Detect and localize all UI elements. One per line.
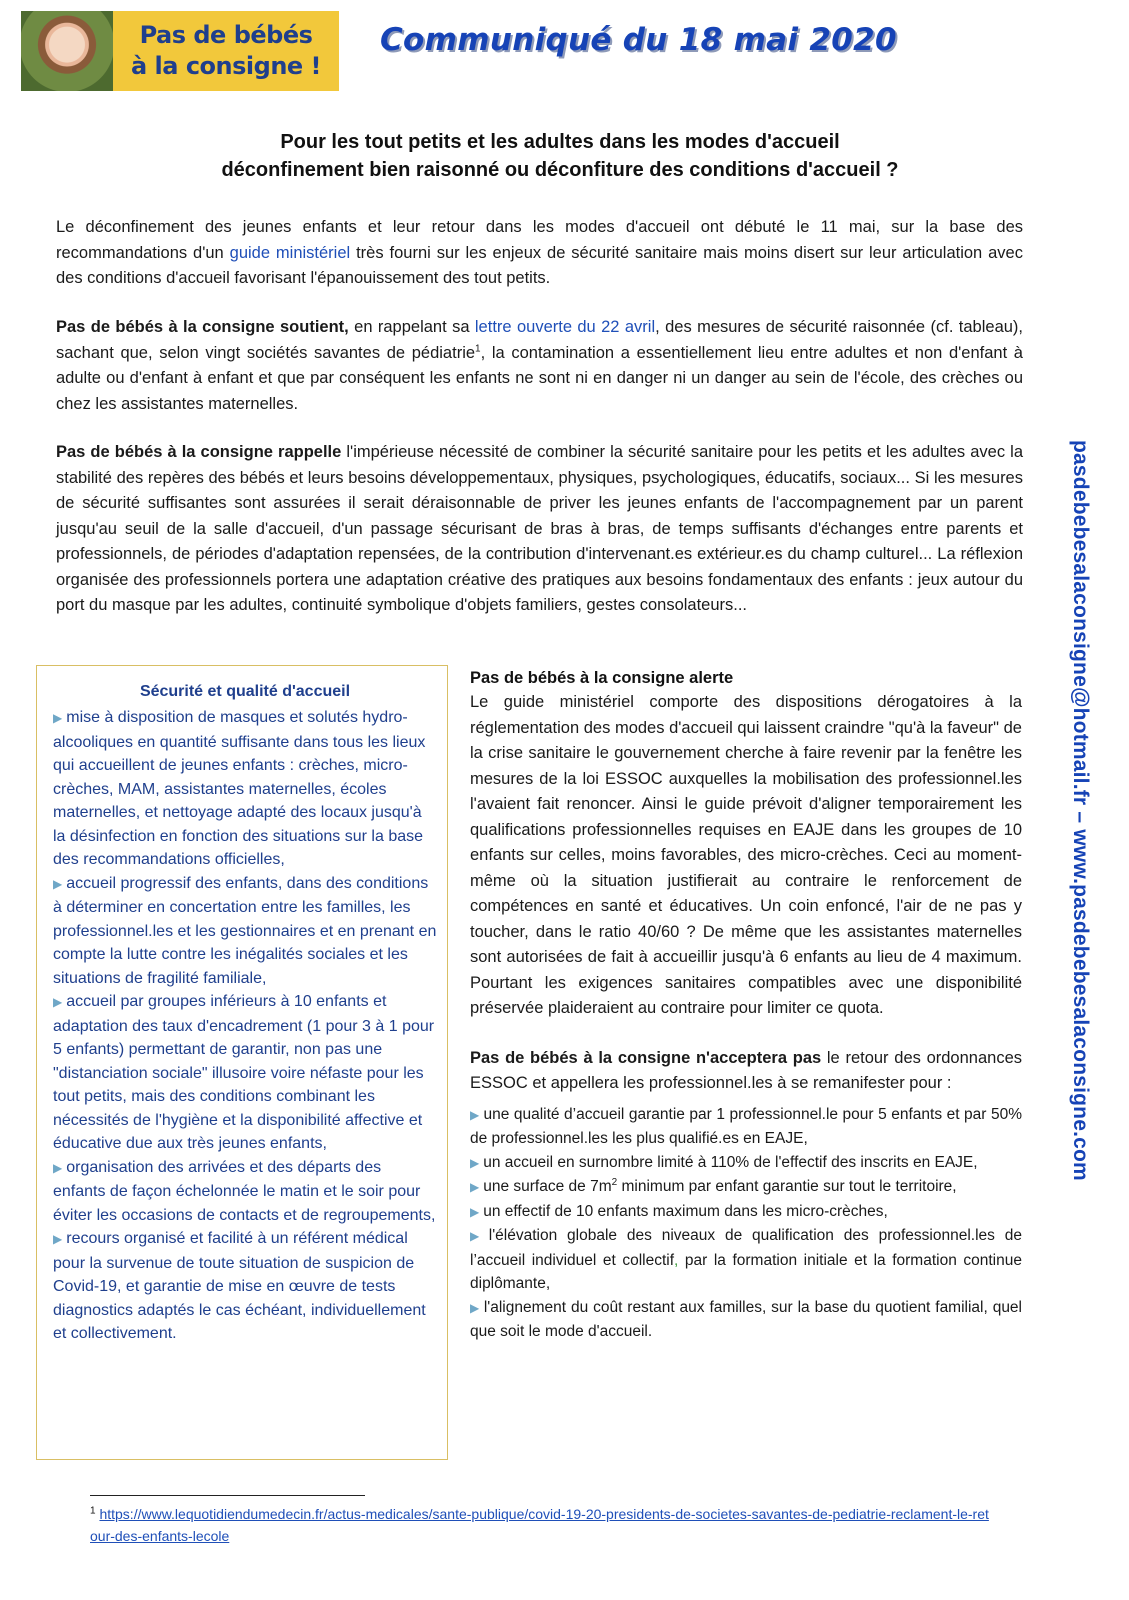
logo-text bbox=[113, 20, 339, 82]
support-text-b: , des mesures de sécurité raisonnée (cf. tableau), sachant que, selon vingt sociétés savantes de pédiatrie bbox=[56, 318, 1024, 362]
footnote-mark[interactable]: 1 bbox=[475, 343, 481, 354]
demand-item bbox=[470, 1296, 1022, 1344]
demand-text: un accueil en surnombre limité à 110% de l'effectif des inscrits en EAJE, bbox=[483, 1153, 978, 1171]
demand-text: l'élévation globale des niveaux de qualification des professionnel.les de l’accueil individuel et collectif bbox=[470, 1227, 1022, 1269]
right-column bbox=[470, 666, 1022, 1344]
refuse-paragraph bbox=[470, 1046, 1022, 1097]
support-paragraph bbox=[56, 315, 1023, 417]
demand-item bbox=[470, 1224, 1022, 1296]
demand-text: par la formation initiale et la formation continue diplômante, bbox=[470, 1251, 1022, 1292]
triangle-bullet-icon: ▶ bbox=[470, 1204, 480, 1219]
contact-vertical-text: pasdebebesalaconsigne@hotmail.fr – www.pasdebebesalaconsigne.com bbox=[1069, 440, 1092, 1181]
headline-line-2: déconfinement bien raisonné ou déconfiture des conditions d'accueil ? bbox=[221, 159, 899, 181]
demand-text: minimum par enfant garantie sur tout le territoire, bbox=[617, 1178, 957, 1195]
demand-text: une surface de 7m bbox=[483, 1178, 612, 1195]
triangle-bullet-icon: ▶ bbox=[53, 1232, 63, 1246]
demands-list bbox=[470, 1103, 1022, 1344]
demand-item bbox=[470, 1103, 1022, 1151]
triangle-bullet-icon: ▶ bbox=[53, 711, 63, 725]
reminder-lead: Pas de bébés à la consigne rappelle bbox=[56, 443, 342, 461]
headline-line-1: Pour les tout petits et les adultes dans les modes d'accueil bbox=[280, 131, 840, 153]
intro-text-b: très fourni sur les enjeux de sécurité sanitaire mais moins disert sur leur articulation avec des conditions d'accueil favorisant l'épanouissement des tout petits. bbox=[56, 243, 1023, 287]
demand-text: un effectif de 10 enfants maximum dans les micro-crèches, bbox=[483, 1202, 888, 1220]
security-box bbox=[36, 665, 448, 1460]
refuse-text: le retour des ordonnances ESSOC et appellera les professionnel.les à se remanifester pour : bbox=[470, 1048, 1022, 1092]
triangle-bullet-icon: ▶ bbox=[470, 1229, 485, 1243]
triangle-bullet-icon: ▶ bbox=[470, 1107, 480, 1122]
demand-item bbox=[470, 1175, 1022, 1200]
intro-paragraph bbox=[56, 215, 1023, 292]
box-item-text: accueil progressif des enfants, dans des conditions à déterminer en concertation entre les familles, les professionnel.les et les gestionnaires et en prenant en compte la lutte contre les inégalités sociales et les situations de fragilité familiale, bbox=[53, 874, 437, 987]
triangle-bullet-icon: ▶ bbox=[470, 1155, 480, 1170]
demand-text: une qualité d’accueil garantie par 1 professionnel.le pour 5 enfants et par 50% de professionnel.les les plus qualifié.es en EAJE, bbox=[470, 1105, 1023, 1147]
logo bbox=[21, 11, 339, 91]
alert-text: Le guide ministériel comporte des dispositions dérogatoires à la réglementation des modes d'accueil qui laissent craindre "qu'à la faveur" de la crise sanitaire le gouvernement cherche à faire revenir par la fenêtre les mesures de la loi ESSOC auxquelles la mobilisation des professionnel.les l'avaient fait renoncer. Ainsi le guide prévoit d'aligner temporairement les qualifications professionnelles requises en EAJE dans les groupes de 10 enfants sur celles, moins favorables, des micro-crèches. Ceci au moment-même où la situation justifierait au contraire le renforcement de compétences en santé et éducatives. Un coin enfoncé, l'air de ne pas y toucher, dans le ratio 40/60 ? De même que les assistantes maternelles sont autorisées de fait à accueillir jusqu'à 6 enfants au lieu de 4 maximum. Pourtant les exigences sanitaires compatibles avec une disponibilité préservée plaideraient au contraire pour limiter ce quota. bbox=[470, 693, 1022, 1017]
triangle-bullet-icon: ▶ bbox=[53, 876, 63, 891]
demand-item bbox=[470, 1151, 1022, 1176]
superscript: 2 bbox=[611, 1176, 618, 1188]
box-title: Sécurité et qualité d'accueil bbox=[139, 683, 351, 700]
box-item bbox=[53, 1227, 437, 1346]
support-text-c: , la contamination a essentiellement lieu entre adultes et non d'enfant à adulte ou d'enfant à enfant et que par conséquent les enfants ne sont ni en danger ni un danger au sein de l'école, des crèches ou chez les assistantes maternelles. bbox=[56, 343, 1023, 413]
box-item bbox=[53, 706, 437, 872]
box-item-text: organisation des arrivées et des départs des enfants de façon échelonnée le matin et le soir pour éviter les occasions de contacts et de regroupements, bbox=[53, 1158, 436, 1224]
headline bbox=[60, 128, 1060, 184]
support-lead: Pas de bébés à la consigne soutient, bbox=[56, 318, 349, 336]
box-item-text: recours organisé et facilité à un référent médical pour la survenue de toute situation de suspicion de Covid-19, et garantie de mise en œuvre de tests diagnostics adaptés le cas échéant, individuellement et collectivement. bbox=[53, 1230, 426, 1342]
triangle-bullet-icon: ▶ bbox=[470, 1300, 480, 1315]
triangle-bullet-icon: ▶ bbox=[53, 995, 63, 1009]
guide-link[interactable]: guide ministériel bbox=[229, 243, 351, 262]
reminder-paragraph bbox=[56, 440, 1023, 619]
baby-photo bbox=[21, 11, 113, 91]
box-item bbox=[53, 1156, 437, 1228]
footnote-divider bbox=[90, 1495, 365, 1496]
footnote bbox=[90, 1503, 990, 1547]
demand-item bbox=[470, 1200, 1022, 1225]
box-item bbox=[53, 872, 437, 991]
support-text-a: en rappelant sa bbox=[348, 318, 475, 336]
green-comma: , bbox=[674, 1251, 679, 1269]
triangle-bullet-icon: ▶ bbox=[470, 1180, 480, 1194]
reminder-text: l'impérieuse nécessité de combiner la sécurité sanitaire pour les petits et les adultes avec la stabilité des repères des bébés et leurs besoins développementaux, physiques, psychologiques, éducatifs, sociaux... Si les mesures de sécurité suffisantes sont assurées il serait déraisonnable de priver les jeunes enfants de l'accompagnement par un parent jusqu'au seuil de la salle d'accueil, d'un passage sécurisant de bras à bras, de temps suffisants d'échanges entre parents et professionnels, de périodes d'adaptation repensées, de la contribution d'intervenant.es extérieur.es du champ culturel... La réflexion organisée des professionnels portera une adaptation créative des pratiques aux besoins fondamentaux des enfants : jeux autour du port du masque par les adultes, continuité symbolique d'objets familiers, gestes consolateurs... bbox=[56, 443, 1023, 614]
communique-title: Communiqué du 18 mai 2020 bbox=[380, 22, 897, 58]
refuse-lead: Pas de bébés à la consigne n'acceptera pas bbox=[470, 1048, 822, 1067]
demand-text: l'alignement du coût restant aux familles, sur la base du quotient familial, quel que soit le mode d'accueil. bbox=[470, 1298, 1022, 1340]
open-letter-link[interactable]: lettre ouverte du 22 avril bbox=[474, 318, 656, 336]
footnote-number: 1 bbox=[90, 1505, 96, 1517]
logo-line-1: Pas de bébés bbox=[139, 21, 313, 49]
triangle-bullet-icon: ▶ bbox=[53, 1160, 63, 1175]
alert-heading: Pas de bébés à la consigne alerte bbox=[470, 669, 734, 687]
logo-line-2: à la consigne ! bbox=[131, 52, 321, 80]
box-item-text: accueil par groupes inférieurs à 10 enfants et adaptation des taux d'encadrement (1 pour 3 à 1 pour 5 enfants) permettant de garantir, non pas une "distanciation sociale" illusoire voire néfaste pour les tout petits, mais des conditions combinant les nécessités de l'hygiène et la disponibilité affective et éducative due aux très jeunes enfants, bbox=[53, 993, 435, 1152]
footnote-link[interactable]: https://www.lequotidiendumedecin.fr/actus-medicales/sante-publique/covid-19-20-presidents-de-societes-savantes-de-pediatrie-reclament-le-retour-des-enfants-lecole bbox=[90, 1506, 989, 1544]
box-item bbox=[53, 990, 437, 1156]
box-item-text: mise à disposition de masques et solutés hydro-alcooliques en quantité suffisante dans tous les lieux qui accueillent de jeunes enfants : crèches, micro-crèches, MAM, assistantes maternelles, écoles maternelles, et nettoyage adapté des locaux jusqu'à la désinfection en fonction des situations sur la base des recommandations officielles, bbox=[53, 709, 426, 868]
intro-text-a: Le déconfinement des jeunes enfants et leur retour dans les modes d'accueil ont débuté le 11 mai, sur la base des recommandations d'un bbox=[56, 218, 1023, 262]
